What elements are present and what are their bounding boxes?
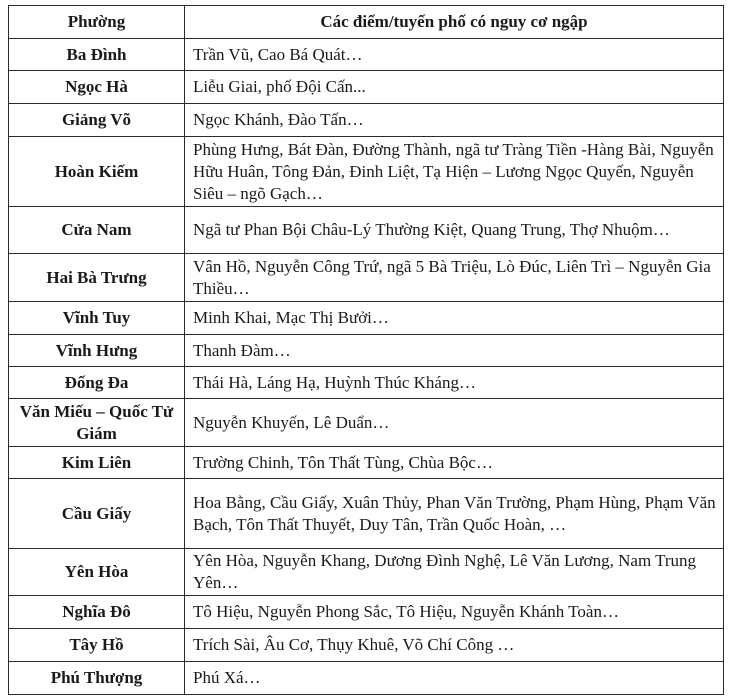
table-header-row	[9, 6, 724, 39]
streets-cell: Ngã tư Phan Bội Châu-Lý Thường Kiệt, Quang Trung, Thợ Nhuộm…	[185, 207, 724, 254]
streets-cell: Hoa Bằng, Cầu Giấy, Xuân Thủy, Phan Văn Trường, Phạm Hùng, Phạm Văn Bạch, Tôn Thất Thuyết, Duy Tân, Trần Quốc Hoàn, …	[185, 479, 724, 549]
table-row	[9, 302, 724, 335]
table-row	[9, 254, 724, 302]
streets-cell: Trần Vũ, Cao Bá Quát…	[185, 39, 724, 71]
streets-cell: Yên Hòa, Nguyễn Khang, Dương Đình Nghệ, Lê Văn Lương, Nam Trung Yên…	[185, 549, 724, 596]
table-row	[9, 71, 724, 104]
streets-cell: Trích Sài, Âu Cơ, Thụy Khuê, Võ Chí Công …	[185, 629, 724, 662]
table-row	[9, 479, 724, 549]
column-header-ward: Phường	[9, 6, 185, 39]
column-header-streets: Các điểm/tuyến phố có nguy cơ ngập	[185, 6, 724, 39]
streets-cell: Thái Hà, Láng Hạ, Huỳnh Thúc Kháng…	[185, 367, 724, 399]
table-row	[9, 549, 724, 596]
table-row	[9, 207, 724, 254]
ward-cell: Giảng Võ	[9, 104, 185, 137]
table-row	[9, 39, 724, 71]
ward-cell: Cầu Giấy	[9, 479, 185, 549]
table-row	[9, 629, 724, 662]
streets-cell: Vân Hồ, Nguyễn Công Trứ, ngã 5 Bà Triệu, Lò Đúc, Liên Trì – Nguyễn Gia Thiều…	[185, 254, 724, 302]
streets-cell: Minh Khai, Mạc Thị Bưởi…	[185, 302, 724, 335]
ward-cell: Cửa Nam	[9, 207, 185, 254]
ward-cell: Đống Đa	[9, 367, 185, 399]
table-row	[9, 596, 724, 629]
streets-cell: Liễu Giai, phố Đội Cấn...	[185, 71, 724, 104]
ward-cell: Văn Miếu – Quốc Tử Giám	[9, 399, 185, 447]
ward-cell: Tây Hồ	[9, 629, 185, 662]
streets-cell: Ngọc Khánh, Đào Tấn…	[185, 104, 724, 137]
streets-cell: Phú Xá…	[185, 662, 724, 695]
table-row	[9, 447, 724, 479]
ward-cell: Vĩnh Tuy	[9, 302, 185, 335]
table-row	[9, 367, 724, 399]
ward-cell: Kim Liên	[9, 447, 185, 479]
ward-cell: Vĩnh Hưng	[9, 335, 185, 367]
flood-risk-table	[8, 5, 724, 695]
table-row	[9, 662, 724, 695]
table-row	[9, 399, 724, 447]
table-row	[9, 104, 724, 137]
ward-cell: Ngọc Hà	[9, 71, 185, 104]
streets-cell: Nguyễn Khuyến, Lê Duẩn…	[185, 399, 724, 447]
table-row	[9, 137, 724, 207]
streets-cell: Tô Hiệu, Nguyễn Phong Sắc, Tô Hiệu, Nguyễn Khánh Toàn…	[185, 596, 724, 629]
ward-cell: Yên Hòa	[9, 549, 185, 596]
streets-cell: Thanh Đàm…	[185, 335, 724, 367]
streets-cell: Trường Chinh, Tôn Thất Tùng, Chùa Bộc…	[185, 447, 724, 479]
table-row	[9, 335, 724, 367]
ward-cell: Nghĩa Đô	[9, 596, 185, 629]
ward-cell: Hai Bà Trưng	[9, 254, 185, 302]
ward-cell: Hoàn Kiếm	[9, 137, 185, 207]
ward-cell: Phú Thượng	[9, 662, 185, 695]
streets-cell: Phùng Hưng, Bát Đàn, Đường Thành, ngã tư Tràng Tiền -Hàng Bài, Nguyễn Hữu Huân, Tông Đản, Đinh Liệt, Tạ Hiện – Lương Ngọc Quyến, Nguyễn Siêu – ngõ Gạch…	[185, 137, 724, 207]
ward-cell: Ba Đình	[9, 39, 185, 71]
